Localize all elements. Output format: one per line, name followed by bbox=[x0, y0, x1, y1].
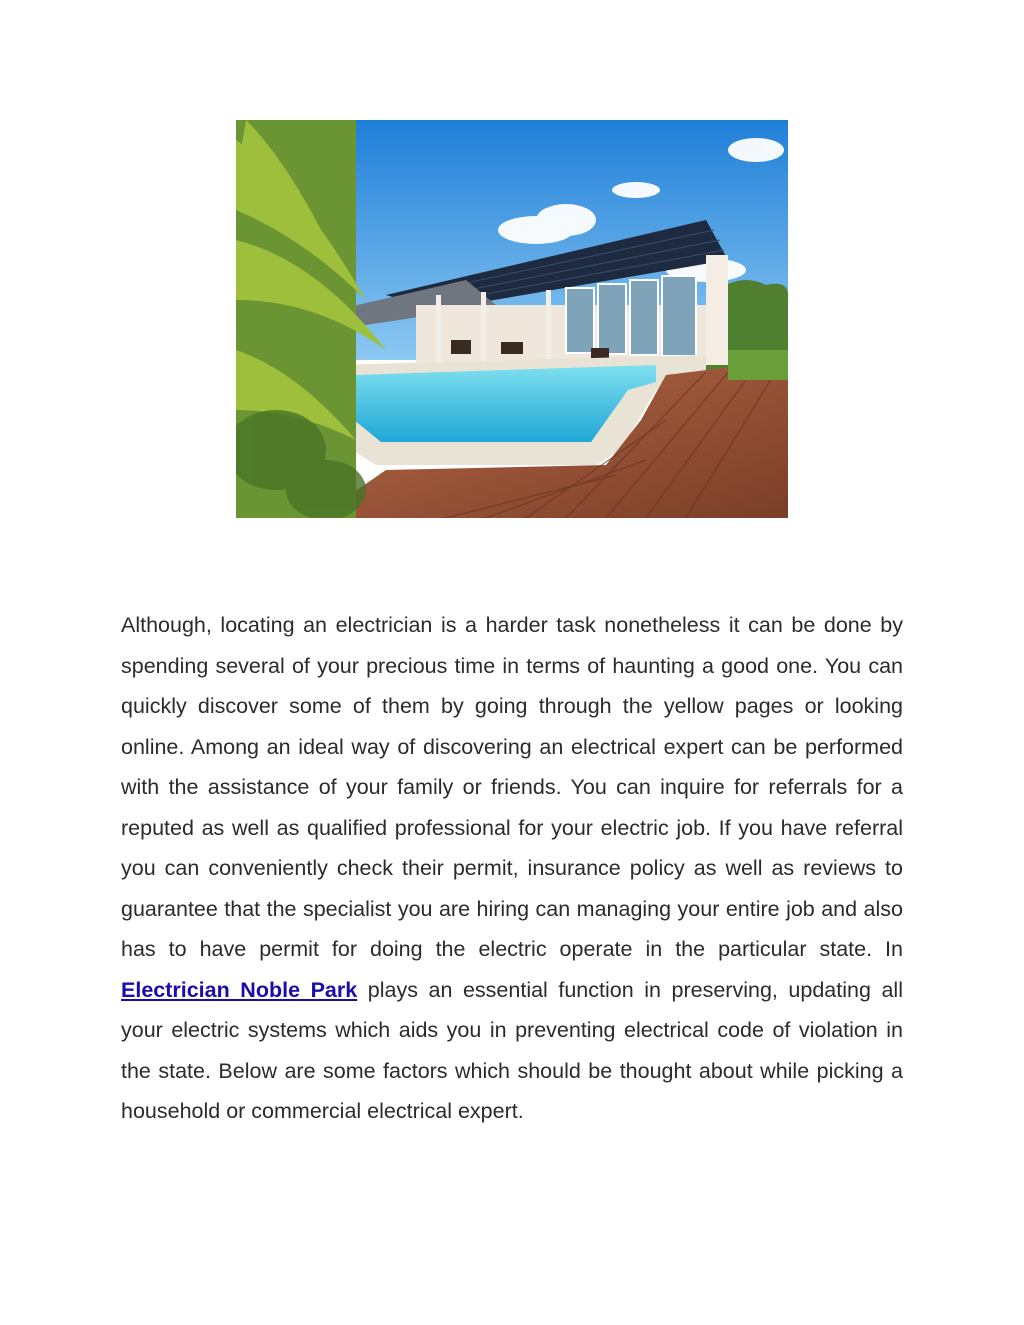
paragraph-text-after-link: plays an essential function in preserving, updating all your electric systems which aids you in preventing electrical code of violation in the state. Below are some factors which should be thought about while picking a household or commercial electrical expert. bbox=[121, 977, 903, 1123]
electrician-noble-park-link[interactable]: Electrician Noble Park bbox=[121, 977, 358, 1002]
paragraph-text-before-link: Although, locating an electrician is a harder task nonetheless it can be done by spending several of your precious time in terms of haunting a good one. You can quickly discover some of them by going through the yellow pages or looking online. Among an ideal way of discovering an electrical expert can be performed with the assistance of your family or friends. You can inquire for referrals for a reputed as well as qualified professional for your electric job. If you have referral you can conveniently check their permit, insurance policy as well as reviews to guarantee that the specialist you are hiring can managing your entire job and also has to have permit for doing the electric operate in the particular state. In bbox=[121, 613, 903, 961]
house-pool-photo bbox=[236, 120, 788, 518]
house-gable bbox=[706, 255, 728, 365]
body-paragraph bbox=[121, 605, 903, 1132]
lawn-right bbox=[728, 350, 788, 380]
house-pool-illustration bbox=[236, 120, 788, 518]
house-windows bbox=[566, 276, 696, 356]
